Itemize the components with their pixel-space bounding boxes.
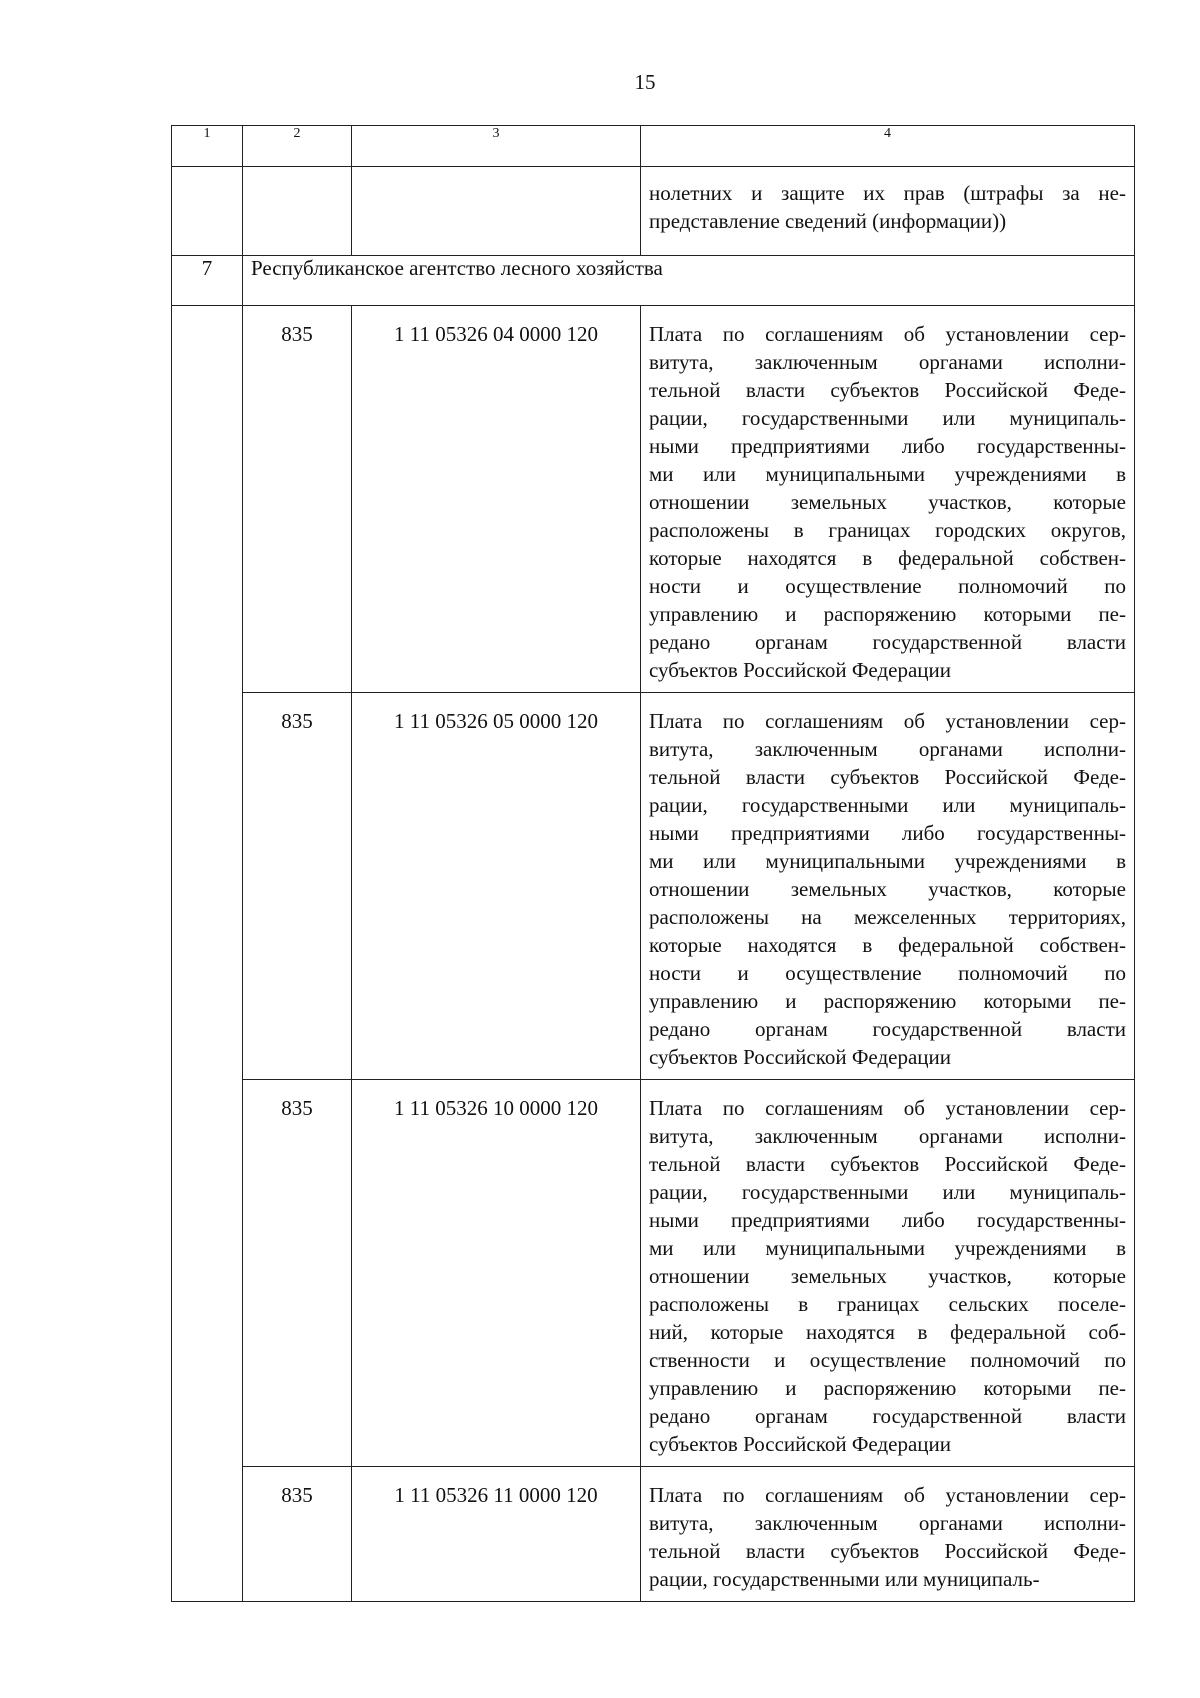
description-line: витута, заключенным органами исполни- (649, 1124, 1126, 1148)
description-line: нолетних и защите их прав (штрафы за не- (649, 181, 1126, 205)
description-line: расположены в границах городских округов, (649, 518, 1126, 542)
description-line: тельной власти субъектов Российской Феде- (649, 1152, 1126, 1176)
description-line: ности и осуществление полномочий по (649, 961, 1126, 985)
description-line: Плата по соглашениям об установлении сер- (649, 322, 1126, 346)
header-cell-3: 3 (352, 126, 641, 167)
agency-name: Республиканское агентство лесного хозяйства (243, 256, 1135, 306)
description-line: витута, заключенным органами исполни- (649, 350, 1126, 374)
table-row (172, 1080, 1135, 1467)
description-line: которые находятся в федеральной собствен- (649, 933, 1126, 957)
description-line: редано органам государственной власти (649, 1017, 1126, 1041)
empty-cell (172, 167, 243, 256)
page-number: 15 (634, 70, 656, 94)
description-line: рации, государственными или муниципаль- (649, 1180, 1126, 1204)
description-line: субъектов Российской Федерации (649, 658, 952, 682)
description-line: управлению и распоряжению которыми пе- (649, 989, 1126, 1013)
budget-classification-code: 1 11 05326 04 0000 120 (352, 306, 641, 693)
description-line: рации, государственными или муниципаль- (649, 1567, 1040, 1591)
description-line: ными предприятиями либо государственны- (649, 821, 1126, 845)
description-line: управлению и распоряжению которыми пе- (649, 1376, 1126, 1400)
description-line: отношении земельных участков, которые (649, 490, 1126, 514)
header-row (172, 126, 1135, 167)
description-line: ными предприятиями либо государственны- (649, 1208, 1126, 1232)
description-line: представление сведений (информации)) (649, 209, 1007, 233)
description-line: витута, заключенным органами исполни- (649, 1511, 1126, 1535)
description-line: тельной власти субъектов Российской Феде- (649, 378, 1126, 402)
description-line: которые находятся в федеральной собствен- (649, 546, 1126, 570)
table-row (172, 693, 1135, 1080)
description-line: отношении земельных участков, которые (649, 877, 1126, 901)
description-line: ми или муниципальными учреждениями в (649, 849, 1126, 873)
description-line: ности и осуществление полномочий по (649, 574, 1126, 598)
admin-code: 835 (243, 693, 352, 1080)
description-line: Плата по соглашениям об установлении сер- (649, 709, 1126, 733)
header-cell-4: 4 (641, 126, 1135, 167)
budget-classification-code: 1 11 05326 05 0000 120 (352, 693, 641, 1080)
admin-code: 835 (243, 306, 352, 693)
description-line: ми или муниципальными учреждениями в (649, 1236, 1126, 1260)
description-line: тельной власти субъектов Российской Феде- (649, 765, 1126, 789)
description-line: ственности и осуществление полномочий по (649, 1348, 1126, 1372)
description-line: расположены на межселенных территориях, (649, 905, 1126, 929)
empty-cell (352, 167, 641, 256)
description-line: ными предприятиями либо государственны- (649, 434, 1126, 458)
description-line: рации, государственными или муниципаль- (649, 793, 1126, 817)
income-description (641, 693, 1135, 1080)
budget-classification-code: 1 11 05326 11 0000 120 (352, 1467, 641, 1602)
income-description (641, 1467, 1135, 1602)
income-description (641, 1080, 1135, 1467)
header-cell-1: 1 (172, 126, 243, 167)
description-line: редано органам государственной власти (649, 630, 1126, 654)
description-line: витута, заключенным органами исполни- (649, 737, 1126, 761)
agency-row (172, 256, 1135, 306)
header-cell-2: 2 (243, 126, 352, 167)
description-line: Плата по соглашениям об установлении сер- (649, 1483, 1126, 1507)
description-line: управлению и распоряжению которыми пе- (649, 602, 1126, 626)
admin-code: 835 (243, 1467, 352, 1602)
description-line: редано органам государственной власти (649, 1404, 1126, 1428)
empty-cell (243, 167, 352, 256)
continuation-description (641, 167, 1135, 256)
description-line: субъектов Российской Федерации (649, 1432, 952, 1456)
income-description (641, 306, 1135, 693)
description-line: расположены в границах сельских поселе- (649, 1292, 1126, 1316)
revenue-table (171, 125, 1135, 1602)
budget-classification-code: 1 11 05326 10 0000 120 (352, 1080, 641, 1467)
admin-code: 835 (243, 1080, 352, 1467)
table-row (172, 306, 1135, 693)
description-line: тельной власти субъектов Российской Феде- (649, 1539, 1126, 1563)
description-line: отношении земельных участков, которые (649, 1264, 1126, 1288)
description-line: ми или муниципальными учреждениями в (649, 462, 1126, 486)
empty-section-cell (172, 306, 243, 1602)
continuation-row (172, 167, 1135, 256)
table-row (172, 1467, 1135, 1602)
description-line: рации, государственными или муниципаль- (649, 406, 1126, 430)
description-line: ний, которые находятся в федеральной соб- (649, 1320, 1126, 1344)
description-line: Плата по соглашениям об установлении сер- (649, 1096, 1126, 1120)
section-number: 7 (172, 256, 243, 306)
description-line: субъектов Российской Федерации (649, 1045, 952, 1069)
